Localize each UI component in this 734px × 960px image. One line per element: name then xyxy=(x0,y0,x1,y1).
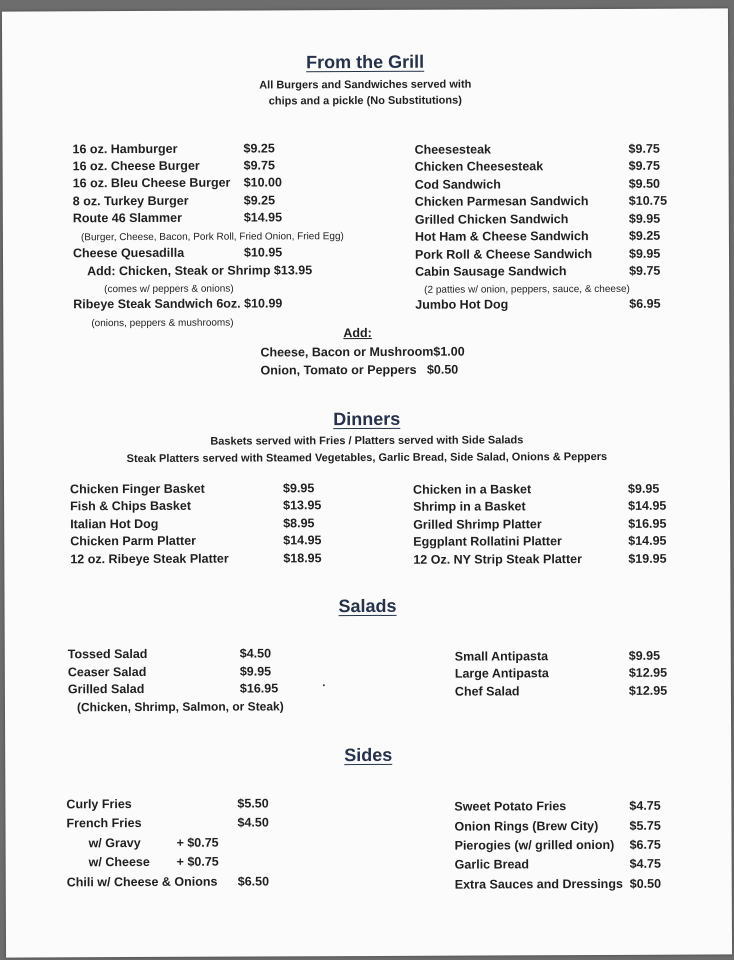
menu-item-name: Chicken Parm Platter xyxy=(70,533,197,549)
menu-item-price: $0.50 xyxy=(629,876,662,891)
salads-heading: Salads xyxy=(338,595,397,617)
menu-item-price: $9.95 xyxy=(239,664,272,679)
menu-item-name: Pork Roll & Cheese Sandwich xyxy=(414,247,593,262)
menu-item-name: Chicken Finger Basket xyxy=(69,481,205,497)
menu-item-price: $14.95 xyxy=(628,533,667,548)
dinners-heading: Dinners xyxy=(333,408,401,430)
menu-item-name: Ceaser Salad xyxy=(67,664,147,680)
menu-item-price: $10.75 xyxy=(628,193,668,208)
menu-item-name: Sweet Potato Fries xyxy=(454,799,567,814)
sides-heading: Sides xyxy=(344,744,393,766)
menu-item-price: $19.95 xyxy=(628,551,667,566)
menu-item-price: $5.50 xyxy=(237,796,269,811)
menu-item-name: Chili w/ Cheese & Onions xyxy=(66,874,218,890)
menu-item-price: $9.95 xyxy=(282,481,315,496)
menu-item-name: Chicken Cheesesteak xyxy=(414,159,544,174)
menu-item-name: Chicken Parmesan Sandwich xyxy=(414,194,589,209)
menu-item-price: $10.95 xyxy=(243,245,283,260)
menu-item-price: $9.75 xyxy=(628,141,660,156)
menu-item-name: Hot Ham & Cheese Sandwich xyxy=(414,229,589,244)
menu-item-price: $6.50 xyxy=(237,874,270,889)
menu-item-price: $4.50 xyxy=(239,646,272,661)
menu-item-price: $4.75 xyxy=(629,798,661,813)
menu-item-name: Chef Salad xyxy=(454,684,520,699)
ribeye-sandwich: Ribeye Steak Sandwich 6oz. $10.99 xyxy=(73,296,283,312)
menu-item-price: $9.75 xyxy=(629,263,661,278)
cabin-note: (2 patties w/ onion, peppers, sauce, & cheese) xyxy=(424,283,630,296)
menu-item-price: $5.75 xyxy=(629,818,661,833)
menu-item-price: $9.25 xyxy=(243,193,276,208)
menu-item-name: 16 oz. Cheese Burger xyxy=(72,158,200,174)
menu-item-price: $4.50 xyxy=(237,815,269,830)
menu-item-price: $12.95 xyxy=(628,665,668,680)
menu-item-price: $13.95 xyxy=(283,498,322,513)
menu-item-name: Garlic Bread xyxy=(454,857,530,872)
menu-item-price: $9.50 xyxy=(628,176,661,191)
menu-item-price: $9.95 xyxy=(628,246,661,261)
menu-item-name: Small Antipasta xyxy=(454,649,549,664)
menu-item-price: $8.95 xyxy=(283,516,315,531)
menu-item-price: $12.95 xyxy=(628,683,668,698)
menu-item-name: Chicken in a Basket xyxy=(412,482,532,497)
menu-item-name: Route 46 Slammer xyxy=(72,210,182,226)
slammer-note: (Burger, Cheese, Bacon, Pork Roll, Fried Onion, Fried Egg) xyxy=(80,231,344,244)
stray-mark xyxy=(323,684,325,686)
menu-item-price: + $0.75 xyxy=(176,854,219,869)
menu-item-name: Cod Sandwich xyxy=(414,177,501,192)
menu-item-name: Fish & Chips Basket xyxy=(70,498,192,514)
menu-item-price: $14.95 xyxy=(283,533,322,548)
menu-item-price: $9.95 xyxy=(628,648,661,663)
menu-item-price: $10.00 xyxy=(243,175,282,190)
menu-item-name: Tossed Salad xyxy=(67,646,148,662)
menu-item-price: $9.25 xyxy=(628,228,661,243)
menu-item-price: $6.75 xyxy=(629,837,661,852)
menu-item-name: w/ Gravy xyxy=(88,835,141,851)
dinners-subtitle-2: Steak Platters served with Steamed Vegetables, Garlic Bread, Side Salad, Onions & Peppers xyxy=(126,450,608,466)
menu-item-price: $4.75 xyxy=(629,856,661,871)
menu-item-name: Onion Rings (Brew City) xyxy=(454,818,599,834)
menu-item-price: $9.75 xyxy=(628,158,660,173)
menu-item-name: 16 oz. Bleu Cheese Burger xyxy=(72,175,231,191)
menu-item-price: $14.95 xyxy=(628,498,667,513)
menu-item-name: 8 oz. Turkey Burger xyxy=(72,193,189,209)
grilled-salad-note: (Chicken, Shrimp, Salmon, or Steak) xyxy=(76,699,284,715)
grill-subtitle-1: All Burgers and Sandwiches served with xyxy=(259,78,472,92)
grill-subtitle-2: chips and a pickle (No Substitutions) xyxy=(268,94,462,108)
menu-item-name: Eggplant Rollatini Platter xyxy=(413,534,562,549)
menu-item-name: Shrimp in a Basket xyxy=(413,499,526,514)
menu-item-name: Cheesesteak xyxy=(414,142,492,157)
menu-item-name: Cabin Sausage Sandwich xyxy=(415,264,567,279)
menu-item-name: 16 oz. Hamburger xyxy=(72,141,178,157)
menu-item-name: Jumbo Hot Dog xyxy=(415,297,509,312)
ribeye-note: (onions, peppers & mushrooms) xyxy=(91,317,234,330)
menu-item-price: $9.95 xyxy=(628,211,661,226)
menu-item-price: $16.95 xyxy=(628,516,667,531)
menu-item-name: Extra Sauces and Dressings xyxy=(454,876,623,892)
menu-item-name: French Fries xyxy=(66,815,142,831)
menu-item-name: w/ Cheese xyxy=(88,854,150,870)
quesadilla-add: Add: Chicken, Steak or Shrimp $13.95 xyxy=(87,263,313,279)
menu-item-name: Cheese Quesadilla xyxy=(72,245,185,261)
menu-item-price: $18.95 xyxy=(283,551,322,566)
add-heading: Add: xyxy=(343,325,372,341)
menu-page xyxy=(2,8,732,957)
add-line-2: Onion, Tomato or Peppers $0.50 xyxy=(260,362,459,378)
menu-item-price: $16.95 xyxy=(239,681,279,696)
quesadilla-note: (comes w/ peppers & onions) xyxy=(104,283,234,296)
dinners-subtitle-1: Baskets served with Fries / Platters served with Side Salads xyxy=(210,434,524,448)
menu-item-price: + $0.75 xyxy=(176,835,219,850)
menu-item-name: Italian Hot Dog xyxy=(70,516,159,532)
menu-item-price: $9.95 xyxy=(627,481,660,496)
menu-item-name: Pierogies (w/ grilled onion) xyxy=(454,837,615,853)
menu-item-name: 12 Oz. NY Strip Steak Platter xyxy=(413,552,582,567)
grill-heading: From the Grill xyxy=(306,51,425,73)
menu-item-price: $14.95 xyxy=(243,210,283,225)
menu-item-price: $9.75 xyxy=(243,158,275,173)
menu-item-price: $6.95 xyxy=(629,296,661,311)
menu-item-price: $9.25 xyxy=(243,141,275,156)
add-line-1: Cheese, Bacon or Mushroom$1.00 xyxy=(260,344,465,360)
menu-item-name: Large Antipasta xyxy=(454,666,549,681)
menu-item-name: 12 oz. Ribeye Steak Platter xyxy=(70,551,229,567)
menu-item-name: Curly Fries xyxy=(66,797,132,812)
menu-item-name: Grilled Chicken Sandwich xyxy=(414,212,569,227)
menu-item-name: Grilled Shrimp Platter xyxy=(413,517,542,532)
menu-item-name: Grilled Salad xyxy=(67,681,145,697)
